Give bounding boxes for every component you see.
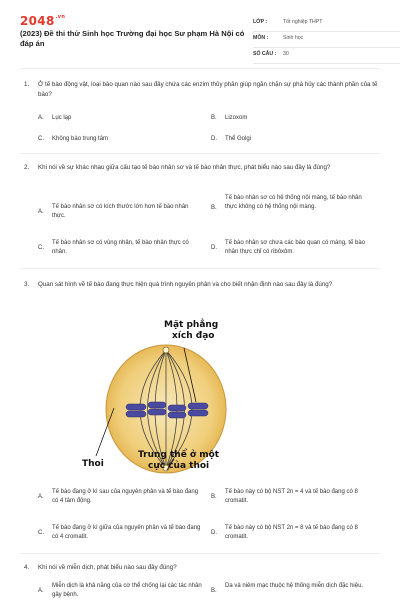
mitosis-figure — [74, 316, 254, 479]
label-pole-line2: cực của thoi — [148, 461, 210, 471]
option-letter: C. — [38, 136, 44, 142]
option-text: Da và niêm mạc thuộc hệ thống miễn dịch đặc hiệu. — [225, 583, 364, 589]
question-number: 1. — [24, 81, 30, 88]
meta-row-subject — [253, 32, 400, 48]
site-logo[interactable] — [20, 14, 65, 28]
document-title: (2023) Đề thi thử Sinh học Trường đại học Sư phạm Hà Nội có đáp án — [20, 29, 245, 48]
question-divider — [20, 268, 380, 269]
meta-row-count — [253, 48, 400, 64]
option-letter: A. — [38, 115, 44, 121]
meta-value: Tốt nghiệp THPT — [283, 19, 323, 25]
option-text: Tế bào nhân sơ có kích thước lớn hơn tế bào nhân thực. — [52, 204, 189, 219]
question-text: Quan sát hình vẽ tế bào đang thực hiện quá trình nguyên phân và cho biết nhận định nào sau đây là đúng? — [38, 281, 333, 288]
question-text: Ở tế bào động vật, loại bào quan nào sau đây chứa các enzim thủy phân giúp ngăn chặn sự phá hủy các thành phần của tế bào? — [38, 81, 378, 98]
option-text: Lục lạp — [52, 115, 72, 121]
option-letter: A. — [38, 494, 44, 500]
option-text: Lizoxom — [225, 115, 248, 121]
question-number: 3. — [24, 281, 30, 288]
meta-value: 30 — [283, 51, 289, 57]
option-text: Tế bào nhân sơ có vùng nhân, tế bào nhân thực có nhân. — [52, 240, 189, 255]
option-text: Tế bào đang ở kì giữa của nguyên phân và tế bào đang có 4 cromatit. — [52, 525, 201, 540]
meta-table — [253, 16, 400, 64]
logo-text: 2048 — [20, 14, 55, 28]
mitosis-diagram — [74, 316, 254, 479]
option-letter: B. — [211, 494, 217, 500]
option-text: Tế bào này có bộ NST 2n = 4 và tế bào đang có 8 cromatit. — [225, 489, 358, 504]
question-divider — [20, 153, 380, 154]
option-text: Thể Golgi — [225, 136, 252, 142]
option-letter: D. — [211, 530, 217, 536]
label-spindle: Thoi — [82, 459, 104, 469]
option-text: Tế bào nhân sơ có hệ thống nội màng, tế bào nhân thực không có hệ thống nội màng. — [225, 195, 362, 210]
option-letter: C. — [38, 245, 44, 251]
option-letter: B. — [211, 588, 217, 594]
question-text: Khi nói về miễn dịch, phát biểu nào sau đây đúng? — [38, 564, 177, 571]
option-letter: B. — [211, 205, 217, 211]
label-pole-line1: Trung thể ở một — [138, 450, 220, 460]
option-text: Tế bào nhân sơ chưa các bào quan có màng, tế bào nhân thực chỉ có ribôxôm. — [225, 240, 366, 255]
option-text: Miễn dịch là khả năng của cơ thể chống lại các tác nhân gây bệnh. — [52, 583, 202, 598]
meta-label: SỐ CÂU : — [253, 51, 277, 57]
option-letter: A. — [38, 588, 44, 594]
option-letter: D. — [211, 245, 217, 251]
meta-row-class — [253, 16, 400, 32]
option-letter: D. — [211, 136, 217, 142]
option-text: Tế bào này có bộ NST 2n = 8 và tế bào đang có 8 cromatit. — [225, 525, 358, 540]
option-text: Tế bào đang ở kì sau của nguyên phân và tế bào đang có 4 tâm động. — [52, 489, 199, 504]
question-number: 4. — [24, 564, 30, 571]
question-divider — [20, 553, 380, 554]
header-divider — [20, 68, 380, 69]
option-letter: C. — [38, 530, 44, 536]
option-letter: B. — [211, 115, 217, 121]
option-letter: A. — [38, 209, 44, 215]
question-number: 2. — [24, 164, 30, 171]
meta-label: MÔN : — [253, 35, 269, 41]
meta-value: Sinh học — [283, 35, 304, 41]
label-plate-line1: Mặt phẳng — [164, 320, 219, 330]
centrosome-top — [163, 347, 169, 353]
logo-suffix: .vn — [55, 14, 66, 20]
question-text: Khi nói về sự khác nhau giữa cấu tạo tế bào nhân sơ và tế bào nhân thực, phát biểu nào sau đây là đúng? — [38, 164, 331, 171]
meta-label: LỚP : — [253, 19, 268, 25]
page-header — [20, 12, 385, 60]
option-text: Không bào trung tâm — [52, 136, 109, 142]
label-plate-line2: xích đạo — [172, 331, 215, 341]
